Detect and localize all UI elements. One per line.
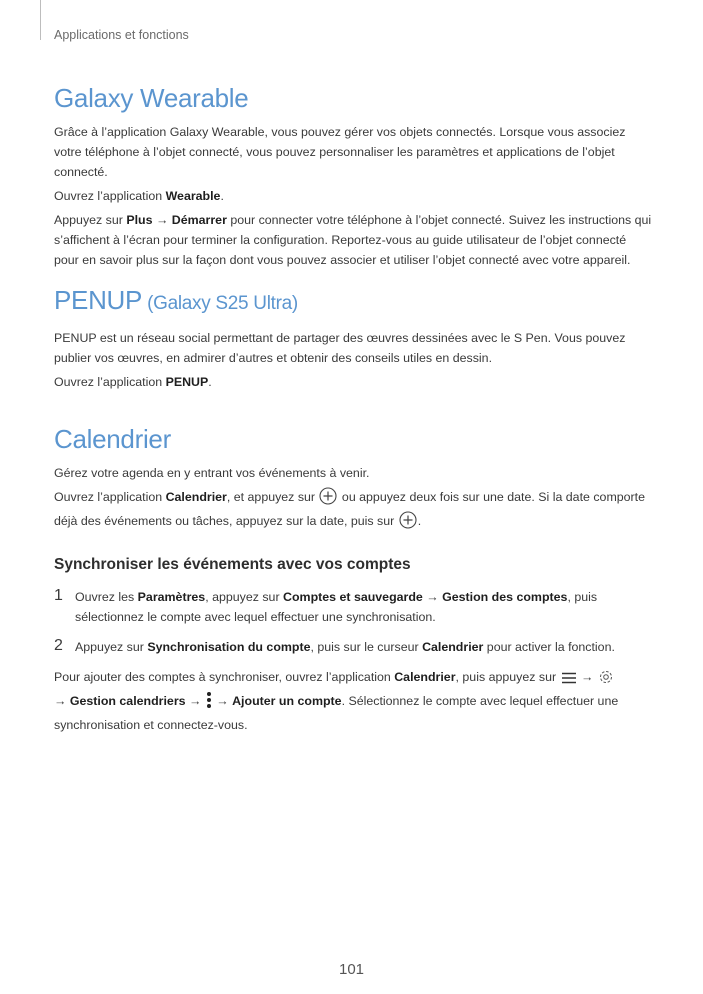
add-circle-icon xyxy=(399,511,417,535)
paragraph: Ouvrez l’application Calendrier, et appuyez sur ou appuyez deux fois sur une date. Si la date comporte déjà des événements ou tâches, appuyez sur la date, puis sur . xyxy=(54,487,654,535)
step-number: 2 xyxy=(54,637,63,654)
add-circle-icon xyxy=(319,487,337,511)
paragraph: Pour ajouter des comptes à synchroniser, ouvrez l’application Calendrier, puis appuyez sur → → Gestion calendriers → → Ajouter un compte. Sélectionnez le compte avec lequel effectuer une synchronisation et connectez-vous. xyxy=(54,670,619,732)
paragraph: PENUP est un réseau social permettant de partager des œuvres dessinées avec le S Pen. Vous pouvez publier vos œuvres, en admirer d’autres et obtenir des conseils utiles en dessin. xyxy=(54,331,626,365)
header-divider xyxy=(40,0,41,40)
more-options-icon xyxy=(206,691,212,715)
section-galaxy-wearable xyxy=(54,82,654,274)
running-header: Applications et fonctions xyxy=(54,28,189,42)
page-number: 101 xyxy=(338,961,365,978)
step-1: 1 Ouvrez les Paramètres, appuyez sur Comptes et sauvegarde → Gestion des comptes, puis sélectionnez le compte avec lequel effectuer une synchronisation. xyxy=(54,587,598,624)
paragraph: Grâce à l’application Galaxy Wearable, vous pouvez gérer vos objets connectés. Lorsque vous associez votre téléphone à l’objet connecté, vous pouvez personnaliser les paramètres et applications de l’objet connecté. xyxy=(54,125,626,179)
menu-icon xyxy=(561,671,577,691)
section-title: Galaxy Wearable xyxy=(54,83,249,113)
paragraph: Appuyez sur Plus → Démarrer pour connecter votre téléphone à l’objet connecté. Suivez les instructions qui s’affichent à l’écran pour terminer la configuration. Reportez-vous au guide utilisateur de l’objet connecté pour en savoir plus sur la façon dont vous pouvez associer et utiliser l’objet connecté avec votre appareil. xyxy=(54,213,652,267)
section-title: Calendrier xyxy=(54,424,171,454)
section-calendrier xyxy=(54,423,654,739)
subsection-title: Synchroniser les événements avec vos comptes xyxy=(54,556,411,573)
paragraph: Ouvrez l’application Wearable. xyxy=(54,189,224,203)
section-title: PENUP (Galaxy S25 Ultra) xyxy=(54,285,298,315)
paragraph: Ouvrez l’application PENUP. xyxy=(54,375,212,389)
gear-icon xyxy=(598,669,614,691)
section-penup xyxy=(54,284,654,396)
step-2: 2 Appuyez sur Synchronisation du compte, puis sur le curseur Calendrier pour activer la fonction. xyxy=(54,637,615,654)
paragraph: Gérez votre agenda en y entrant vos événements à venir. xyxy=(54,466,370,480)
step-number: 1 xyxy=(54,587,63,604)
